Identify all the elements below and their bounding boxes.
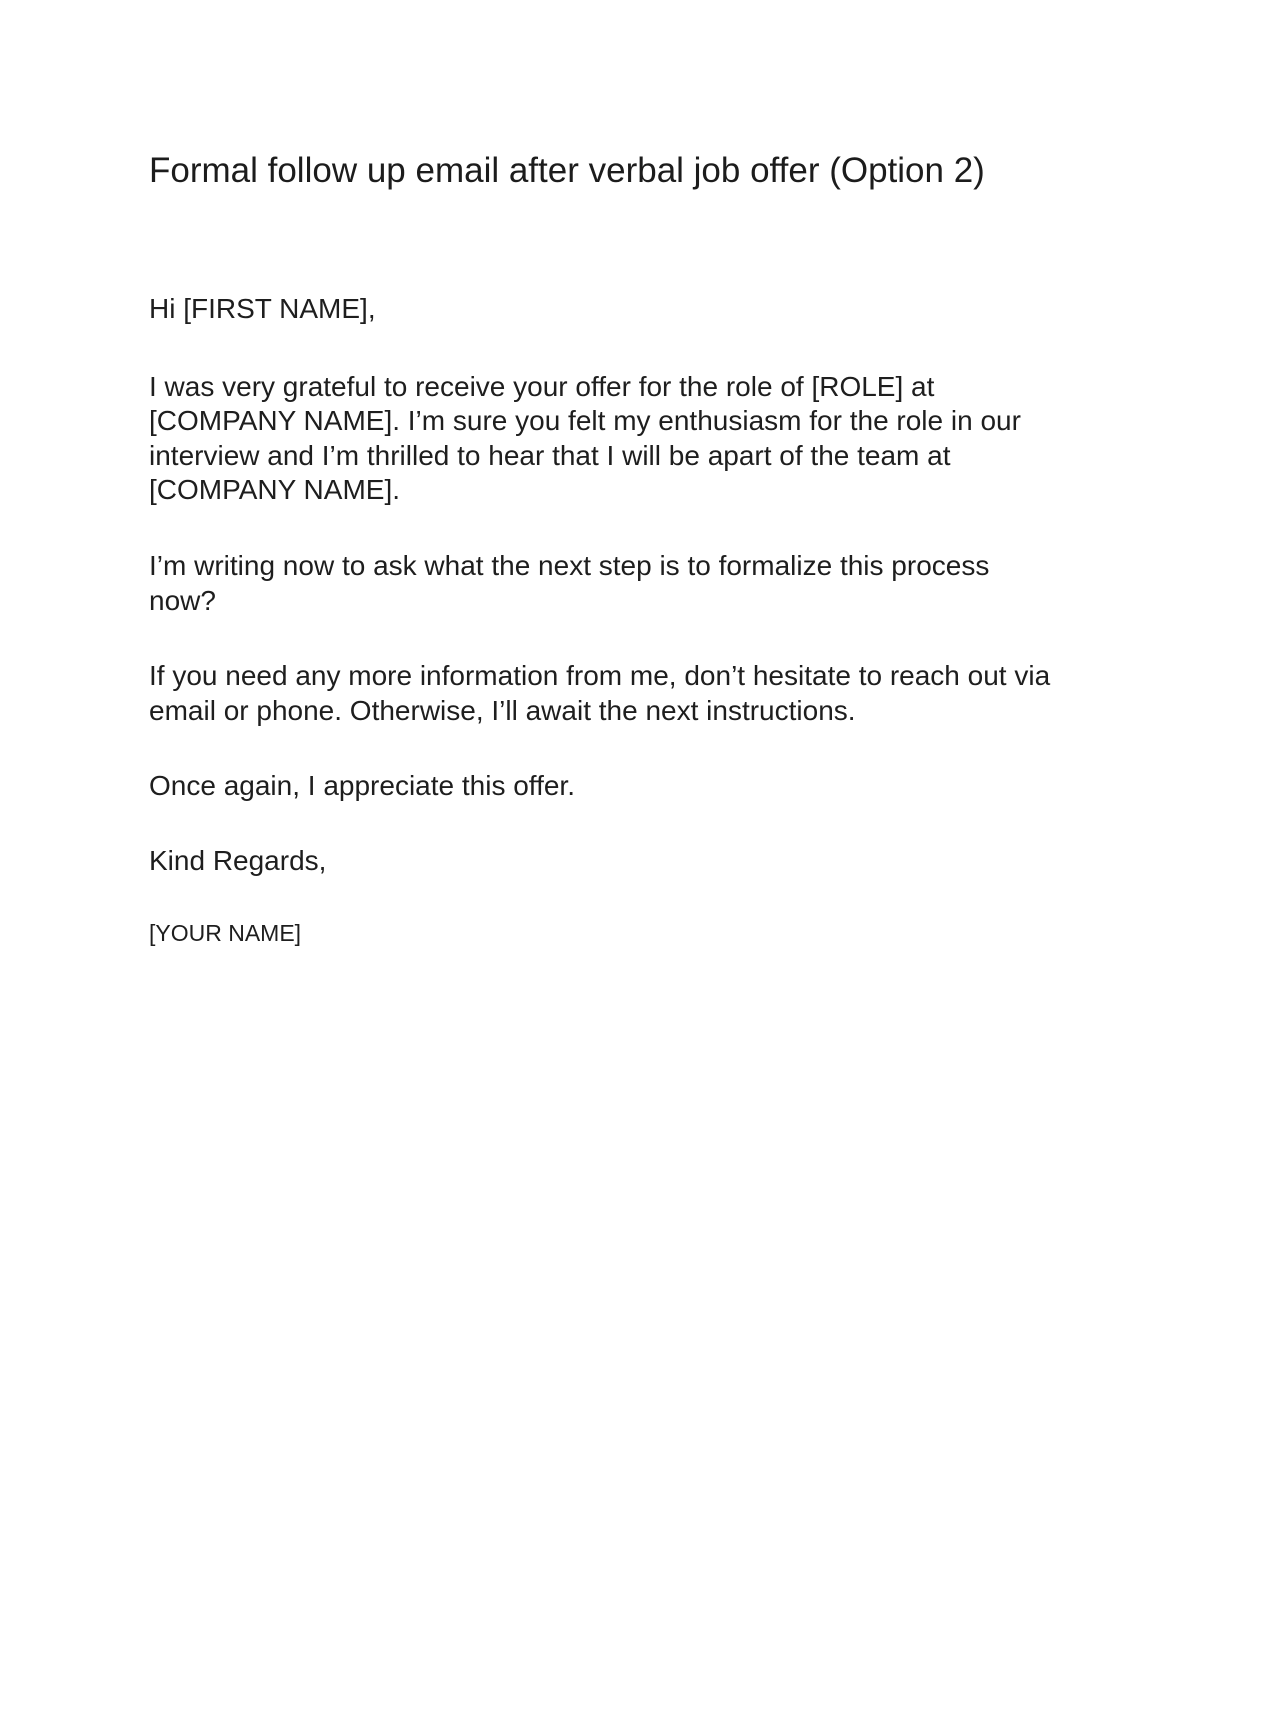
document-title: Formal follow up email after verbal job offer (Option 2) [149,151,985,190]
paragraph-2-line-1: I’m writing now to ask what the next step is to formalize this process [149,550,990,581]
paragraph-3-line-1: If you need any more information from me, don’t hesitate to reach out via [149,660,1051,691]
paragraph-4: Once again, I appreciate this offer. [149,770,575,801]
paragraph-1-line-2: [COMPANY NAME]. I’m sure you felt my enthusiasm for the role in our [149,405,1021,436]
paragraph-1-line-3: interview and I’m thrilled to hear that I will be apart of the team at [149,440,951,471]
greeting: Hi [FIRST NAME], [149,293,376,324]
paragraph-1-line-4: [COMPANY NAME]. [149,474,401,505]
paragraph-2-line-2: now? [149,585,216,616]
paragraph-1-line-1: I was very grateful to receive your offer for the role of [ROLE] at [149,371,935,402]
paragraph-3-line-2: email or phone. Otherwise, I’ll await the next instructions. [149,695,856,726]
closing: Kind Regards, [149,845,327,876]
signature: [YOUR NAME] [149,920,302,946]
